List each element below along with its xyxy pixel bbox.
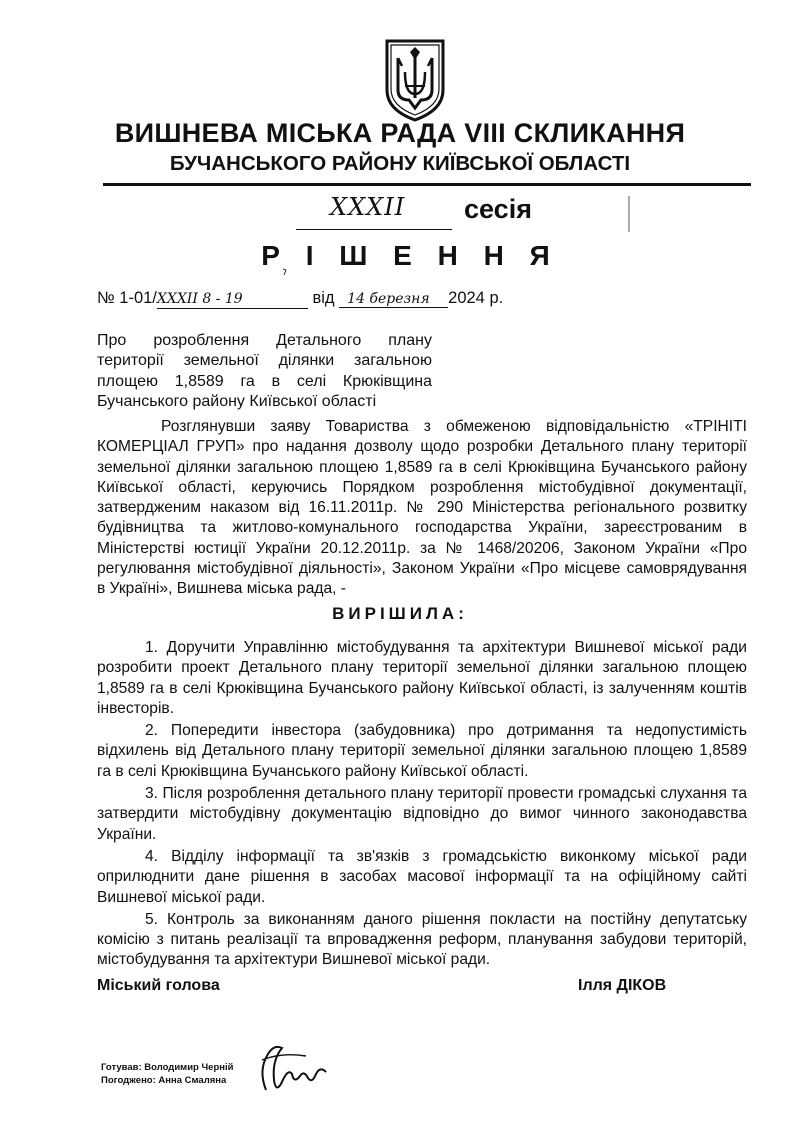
decision-number-handwritten: XXXII 8 - 19: [157, 291, 308, 309]
resolution-item: 2. Попередити інвестора (забудовника) про дотримання та недопустимість відхилень від Детального плану території земельної ділянки загальною площею 1,8589 га в селі Крюківщина Бучанського району Київської області.: [97, 722, 747, 780]
resolution-item: 1. Доручити Управлінню містобудування та архітектури Вишневої міської ради розробити проект Детального плану території земельної ділянки загальною площею 1,8589 га в селі Крюківщина Бучанського району Київської області, із залученням коштів інвесторів.: [97, 639, 747, 717]
decision-date-handwritten: 14 березня: [339, 291, 448, 308]
scan-speck: [627, 196, 631, 232]
council-subtitle: БУЧАНСЬКОГО РАЙОНУ КИЇВСЬКОЇ ОБЛАСТІ: [169, 152, 631, 175]
mayor-name: Ілля ДІКОВ: [578, 977, 667, 994]
decision-number-row: [97, 289, 503, 309]
council-title: ВИШНЕВА МІСЬКА РАДА VIII СКЛИКАННЯ: [114, 118, 686, 148]
resolved-heading: ВИРІШИЛА:: [332, 604, 468, 623]
session-number: XXXII: [330, 193, 406, 221]
decision-number-prefix: № 1-01/: [97, 289, 157, 307]
decision-title: Р І Ш Е Н Н Я: [261, 240, 559, 271]
preamble-paragraph: Розглянувши заяву Товариства з обмеженою відповідальністю «ТРІНІТІ КОМЕРЦІАЛ ГРУП» про надання дозволу щодо розробки Детального плану території земельної ділянки загальною площею 1,8589 га в селі Крюківщина Бучанського району Київської області, керуючись Порядком розроблення містобудівної документації, затвердженим наказом від 16.11.2011р. № 290 Міністерства регіонального розвитку будівництва та житлово-комунального господарства України, зареєстрованим в Міністерстві юстиції України 20.12.2011р. за № 1468/20206, Законом України «Про регулювання містобудівної діяльності», Законом України «Про місцеве самоврядування в Україні», Вишнева міська рада, -: [97, 418, 747, 598]
resolution-item: 3. Після розроблення детального плану території провести громадські слухання та затвердити містобудівну документацію відповідно до вимог чинного законодавства України.: [97, 785, 747, 843]
header-divider: [103, 183, 751, 186]
resolution-items: [97, 638, 747, 973]
prepared-by-block: [101, 1061, 233, 1087]
resolution-item: 4. Відділу інформації та зв'язків з громадськістю виконкому міської ради оприлюднити дане рішення в засобах масової інформації та на офіційному сайті Вишневої міської ради.: [97, 847, 747, 906]
subject-line: Бучанського району Київської області: [97, 392, 377, 410]
decision-year: 2024 р.: [448, 289, 504, 307]
subject-line: Про розроблення Детального плану: [97, 332, 432, 349]
mayor-label: Міський голова: [97, 977, 220, 994]
subject-line: площею 1,8589 га в селі Крюківщина: [97, 372, 432, 390]
handwritten-signature: [252, 1030, 332, 1100]
subject-line: території земельної ділянки загальною: [97, 352, 432, 370]
resolution-item: 5. Контроль за виконанням даного рішення покласти на постійну депутатську комісію з питань реалізації та впровадження реформ, планування забудови територій, містобудування та архітектури Вишневої міської ради.: [97, 910, 747, 969]
session-label: сесія: [464, 194, 532, 224]
date-from-label: від: [312, 289, 335, 307]
prepared-by: Готував: Володимир Черній: [101, 1062, 234, 1073]
trident-coat-of-arms-icon: [383, 38, 447, 122]
agreed-by: Погоджено: Анна Смаляна: [101, 1075, 227, 1086]
scan-speck: [282, 268, 288, 276]
decision-subject: [97, 331, 432, 412]
